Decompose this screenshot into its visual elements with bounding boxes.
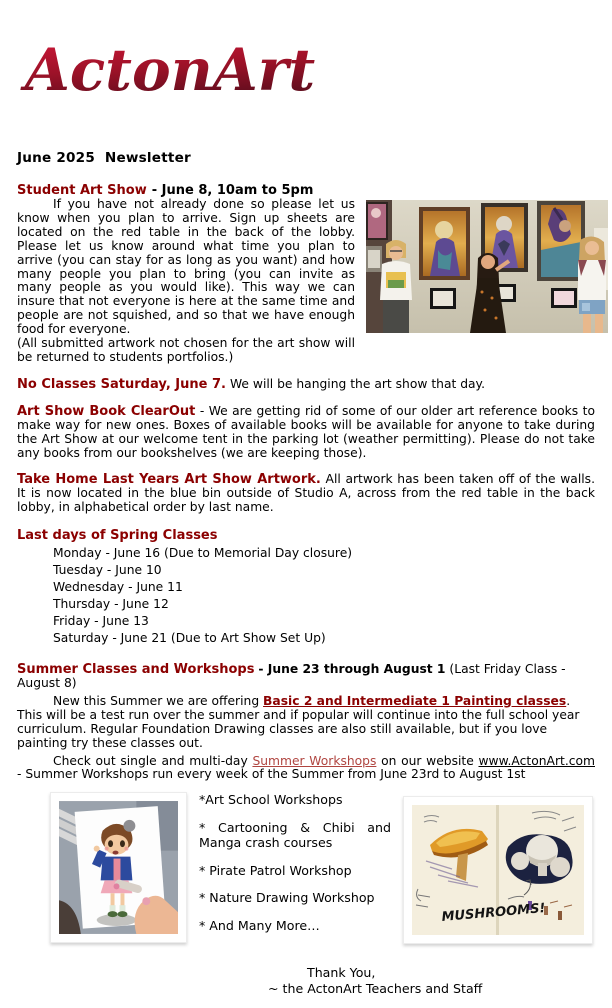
workshop-item: * Cartooning & Chibi and Manga crash courses bbox=[199, 819, 391, 851]
list-item: Tuesday - June 10 bbox=[53, 563, 162, 578]
section-summer bbox=[17, 663, 595, 782]
newsletter-title: June 2025 Newsletter bbox=[17, 150, 191, 166]
chibi-drawing-photo bbox=[50, 792, 187, 943]
student-art-show-body: If you have not already done so please let us know when you plan to arrive. Sign up sheets are located on the red table in the back of the lobby. Please let us know around what time you plan to arrive (you can stay for as long as you want) and how many people you plan to bring (you can invite as many people as you would like). This way we can insure that not everyone is here at the same time and people are not squished, and so that we have enough food for everyone. bbox=[17, 197, 355, 337]
no-classes-body: We will be hanging the art show that day. bbox=[229, 376, 485, 391]
actonart-logo-image bbox=[0, 26, 340, 112]
actonart-logo bbox=[0, 26, 612, 114]
book-clearout-heading: Art Show Book ClearOut bbox=[17, 403, 196, 419]
section-take-home bbox=[17, 473, 595, 515]
student-art-show-note: (All submitted artwork not chosen for the art show will be returned to students portfolios.) bbox=[17, 336, 355, 364]
summer-heading: Summer Classes and Workshops bbox=[17, 662, 255, 678]
list-item: Friday - June 13 bbox=[53, 614, 149, 629]
summer-para1-text: New this Summer we are offering bbox=[53, 693, 264, 708]
take-home-body: All artwork has been taken off of the walls. It is now located in the blue bin outside of Studio A, across from the red table in the back lobby, in alphabetical order by last name. bbox=[17, 472, 595, 515]
chibi-drawing-illustration bbox=[59, 801, 178, 934]
workshop-item: *Art School Workshops bbox=[199, 792, 343, 808]
list-item: Saturday - June 21 (Due to Art Show Set Up) bbox=[53, 631, 326, 646]
section-book-clearout bbox=[17, 405, 595, 461]
list-item: Thursday - June 12 bbox=[53, 597, 169, 612]
logo-text: ActonArt bbox=[24, 36, 316, 104]
footer-thanks: Thank You, bbox=[307, 965, 376, 981]
take-home-heading: Take Home Last Years Art Show Artwork. bbox=[17, 472, 321, 488]
workshop-item: * And Many More… bbox=[199, 917, 320, 933]
footer-staff: ~ the ActonArt Teachers and Staff bbox=[268, 980, 483, 996]
summer-para1-end: . This will be a test run over the summer and if popular will continue into the full school year curriculum. Regular Foundation Drawing classes are also still available, but if you love painting try these classes out. bbox=[17, 693, 580, 750]
summer-date: - June 23 through August 1 bbox=[258, 662, 446, 677]
summer-para2-end: - Summer Workshops run every week of the Summer from June 23rd to August 1st bbox=[17, 767, 526, 782]
summer-date-note: (Last Friday Class - August 8) bbox=[17, 662, 566, 691]
actonart-website-link[interactable]: www.ActonArt.com bbox=[478, 753, 595, 768]
spring-classes-heading: Last days of Spring Classes bbox=[17, 528, 218, 544]
spring-classes-list bbox=[53, 545, 595, 647]
art-show-gallery-photo bbox=[366, 200, 608, 333]
footer-signature bbox=[268, 965, 595, 996]
book-clearout-body: - We are getting rid of some of our older art reference books to make way for new ones. Boxes of available books will be available for anyone to take during the Art Show at our welcome tent in the parking lot (weather permitting). Please do not take any books from our bookshelves (we are keeping those). bbox=[17, 403, 595, 460]
workshops-photo-row bbox=[17, 792, 595, 945]
summer-workshops-link[interactable]: Summer Workshops bbox=[252, 753, 377, 768]
workshop-item: * Pirate Patrol Workshop bbox=[199, 862, 352, 878]
workshop-item: * Nature Drawing Workshop bbox=[199, 890, 375, 906]
section-spring-classes bbox=[17, 528, 595, 647]
no-classes-heading: No Classes Saturday, June 7. bbox=[17, 376, 226, 392]
student-art-show-heading: Student Art Show bbox=[17, 183, 147, 198]
section-student-art-show bbox=[17, 179, 595, 365]
mushroom-sketch-photo bbox=[403, 796, 593, 944]
workshops-list bbox=[199, 792, 391, 945]
mushrooms-caption: MUSHROOMS! bbox=[441, 901, 547, 926]
list-item: Monday - June 16 (Due to Memorial Day closure) bbox=[53, 546, 353, 561]
section-no-classes bbox=[17, 378, 595, 392]
summer-para2-text: Check out single and multi-day bbox=[53, 753, 253, 768]
students-at-art-show-illustration bbox=[366, 200, 608, 333]
list-item: Wednesday - June 11 bbox=[53, 580, 183, 595]
summer-para2-mid: on our website bbox=[376, 753, 479, 768]
student-art-show-date: - June 8, 10am to 5pm bbox=[151, 183, 314, 198]
mushroom-sketch-illustration bbox=[412, 805, 584, 935]
painting-classes-link[interactable]: Basic 2 and Intermediate 1 Painting classes bbox=[263, 693, 567, 708]
